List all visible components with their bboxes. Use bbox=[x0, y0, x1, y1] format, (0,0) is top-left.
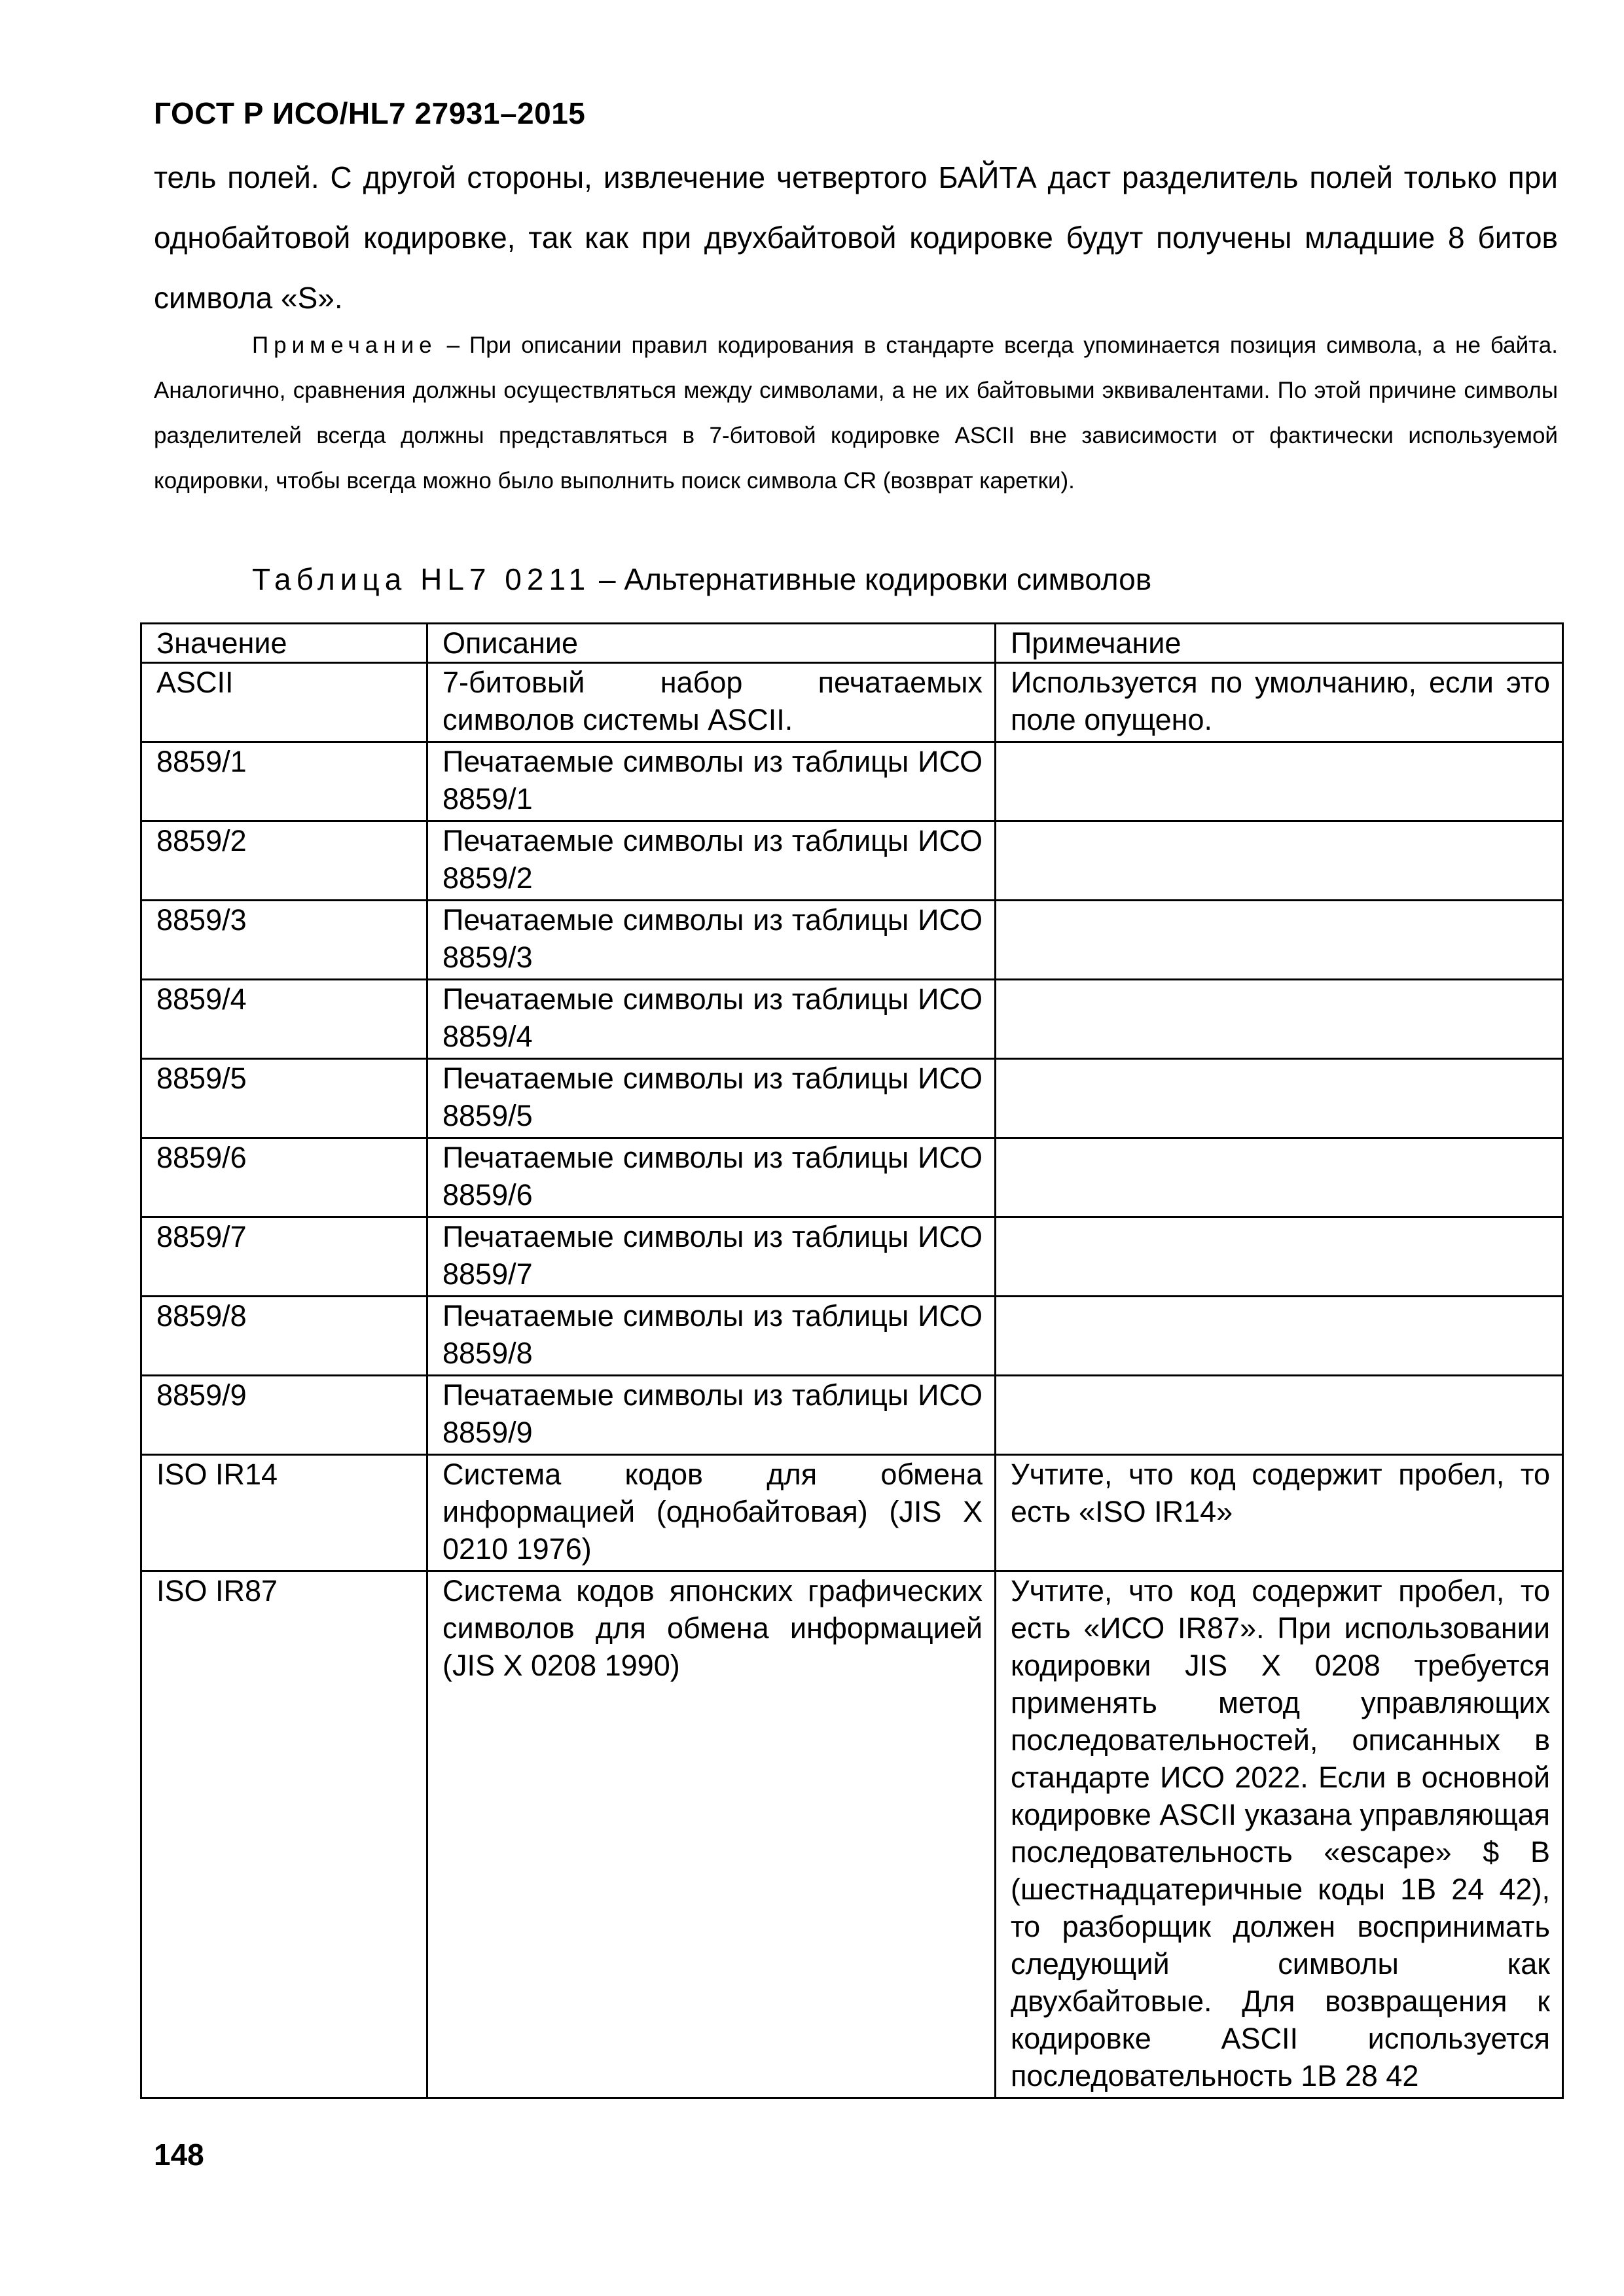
table-row bbox=[141, 663, 1563, 742]
cell-note bbox=[996, 1138, 1563, 1217]
cell-value: ISO IR87 bbox=[141, 1571, 427, 2098]
cell-value: 8859/7 bbox=[141, 1217, 427, 1297]
cell-description: Печатаемые символы из таблицы ИСО 8859/9 bbox=[427, 1376, 996, 1455]
table-header-row bbox=[141, 624, 1563, 663]
table-row bbox=[141, 742, 1563, 821]
table-row bbox=[141, 821, 1563, 901]
cell-description: Печатаемые символы из таблицы ИСО 8859/3 bbox=[427, 901, 996, 980]
cell-note bbox=[996, 742, 1563, 821]
table-row bbox=[141, 1059, 1563, 1138]
cell-description: Печатаемые символы из таблицы ИСО 8859/8 bbox=[427, 1297, 996, 1376]
note-dash: – bbox=[437, 332, 470, 358]
table-caption-dash: – bbox=[590, 562, 624, 596]
cell-note bbox=[996, 1059, 1563, 1138]
note-block bbox=[154, 323, 1558, 503]
table-row bbox=[141, 1217, 1563, 1297]
cell-note bbox=[996, 1217, 1563, 1297]
table-caption-label: Таблица HL7 0211 bbox=[252, 562, 591, 596]
cell-value: 8859/3 bbox=[141, 901, 427, 980]
cell-description: Печатаемые символы из таблицы ИСО 8859/7 bbox=[427, 1217, 996, 1297]
cell-value: ISO IR14 bbox=[141, 1455, 427, 1571]
cell-note: Учтите, что код содержит пробел, то есть «ISO IR14» bbox=[996, 1455, 1563, 1571]
cell-note: Учтите, что код содержит пробел, то есть «ИСО IR87». При использовании кодировки JIS X 0208 требуется применять метод управляющих последовательностей, описанных в стандарте ИСО 2022. Если в основной кодировке ASCII указана управляющая последовательность «escape» $ B (шестнадцатеричные коды 1B 24 42), то разборщик должен воспринимать следующий символы как двухбайтовые. Для возвращения к кодировке ASCII используется последовательность 1B 28 42 bbox=[996, 1571, 1563, 2098]
cell-value: 8859/9 bbox=[141, 1376, 427, 1455]
table-row bbox=[141, 1455, 1563, 1571]
cell-value: 8859/2 bbox=[141, 821, 427, 901]
note-paragraph bbox=[154, 323, 1558, 503]
cell-note: Используется по умолчанию, если это поле опущено. bbox=[996, 663, 1563, 742]
document-header: ГОСТ Р ИСО/HL7 27931–2015 bbox=[154, 96, 586, 130]
cell-description: Печатаемые символы из таблицы ИСО 8859/2 bbox=[427, 821, 996, 901]
table-row bbox=[141, 1138, 1563, 1217]
table-row bbox=[141, 980, 1563, 1059]
table-row bbox=[141, 1571, 1563, 2098]
table-row bbox=[141, 1376, 1563, 1455]
cell-value: 8859/1 bbox=[141, 742, 427, 821]
cell-description: 7-битовый набор печатаемых символов системы ASCII. bbox=[427, 663, 996, 742]
cell-value: 8859/5 bbox=[141, 1059, 427, 1138]
cell-value: 8859/4 bbox=[141, 980, 427, 1059]
cell-description: Печатаемые символы из таблицы ИСО 8859/1 bbox=[427, 742, 996, 821]
cell-note bbox=[996, 821, 1563, 901]
intro-text: тель полей. С другой стороны, извлечение четвертого БАЙТА даст разделитель полей только при однобайтовой кодировке, так как при двухбайтовой кодировке будут получены младшие 8 битов символа «S». bbox=[154, 160, 1558, 315]
cell-value: 8859/6 bbox=[141, 1138, 427, 1217]
cell-value: 8859/8 bbox=[141, 1297, 427, 1376]
cell-description: Система кодов японских графических символов для обмена информацией (JIS X 0208 1990) bbox=[427, 1571, 996, 2098]
intro-paragraph bbox=[154, 147, 1558, 328]
cell-note bbox=[996, 1376, 1563, 1455]
cell-description: Печатаемые символы из таблицы ИСО 8859/6 bbox=[427, 1138, 996, 1217]
cell-description: Печатаемые символы из таблицы ИСО 8859/4 bbox=[427, 980, 996, 1059]
table-row bbox=[141, 901, 1563, 980]
note-label: Примечание bbox=[252, 332, 437, 358]
column-header-description: Описание bbox=[427, 624, 996, 663]
cell-description: Система кодов для обмена информацией (однобайтовая) (JIS X 0210 1976) bbox=[427, 1455, 996, 1571]
cell-note bbox=[996, 901, 1563, 980]
note-text: При описании правил кодирования в стандарте всегда упоминается позиция символа, а не байта. Аналогично, сравнения должны осуществляться между символами, а не их байтовыми эквивалентами. По этой причине символы разделителей всегда должны представляться в 7-битовой кодировке ASCII вне зависимости от фактически используемой кодировки, чтобы всегда можно было выполнить поиск символа CR (возврат каретки). bbox=[154, 332, 1558, 493]
cell-description: Печатаемые символы из таблицы ИСО 8859/5 bbox=[427, 1059, 996, 1138]
encodings-table bbox=[140, 622, 1564, 2099]
cell-note bbox=[996, 980, 1563, 1059]
page-number: 148 bbox=[154, 2138, 204, 2172]
table-caption-title: Альтернативные кодировки символов bbox=[624, 562, 1152, 596]
cell-value: ASCII bbox=[141, 663, 427, 742]
table-caption bbox=[252, 560, 1151, 599]
cell-note bbox=[996, 1297, 1563, 1376]
table-row bbox=[141, 1297, 1563, 1376]
column-header-value: Значение bbox=[141, 624, 427, 663]
column-header-note: Примечание bbox=[996, 624, 1563, 663]
